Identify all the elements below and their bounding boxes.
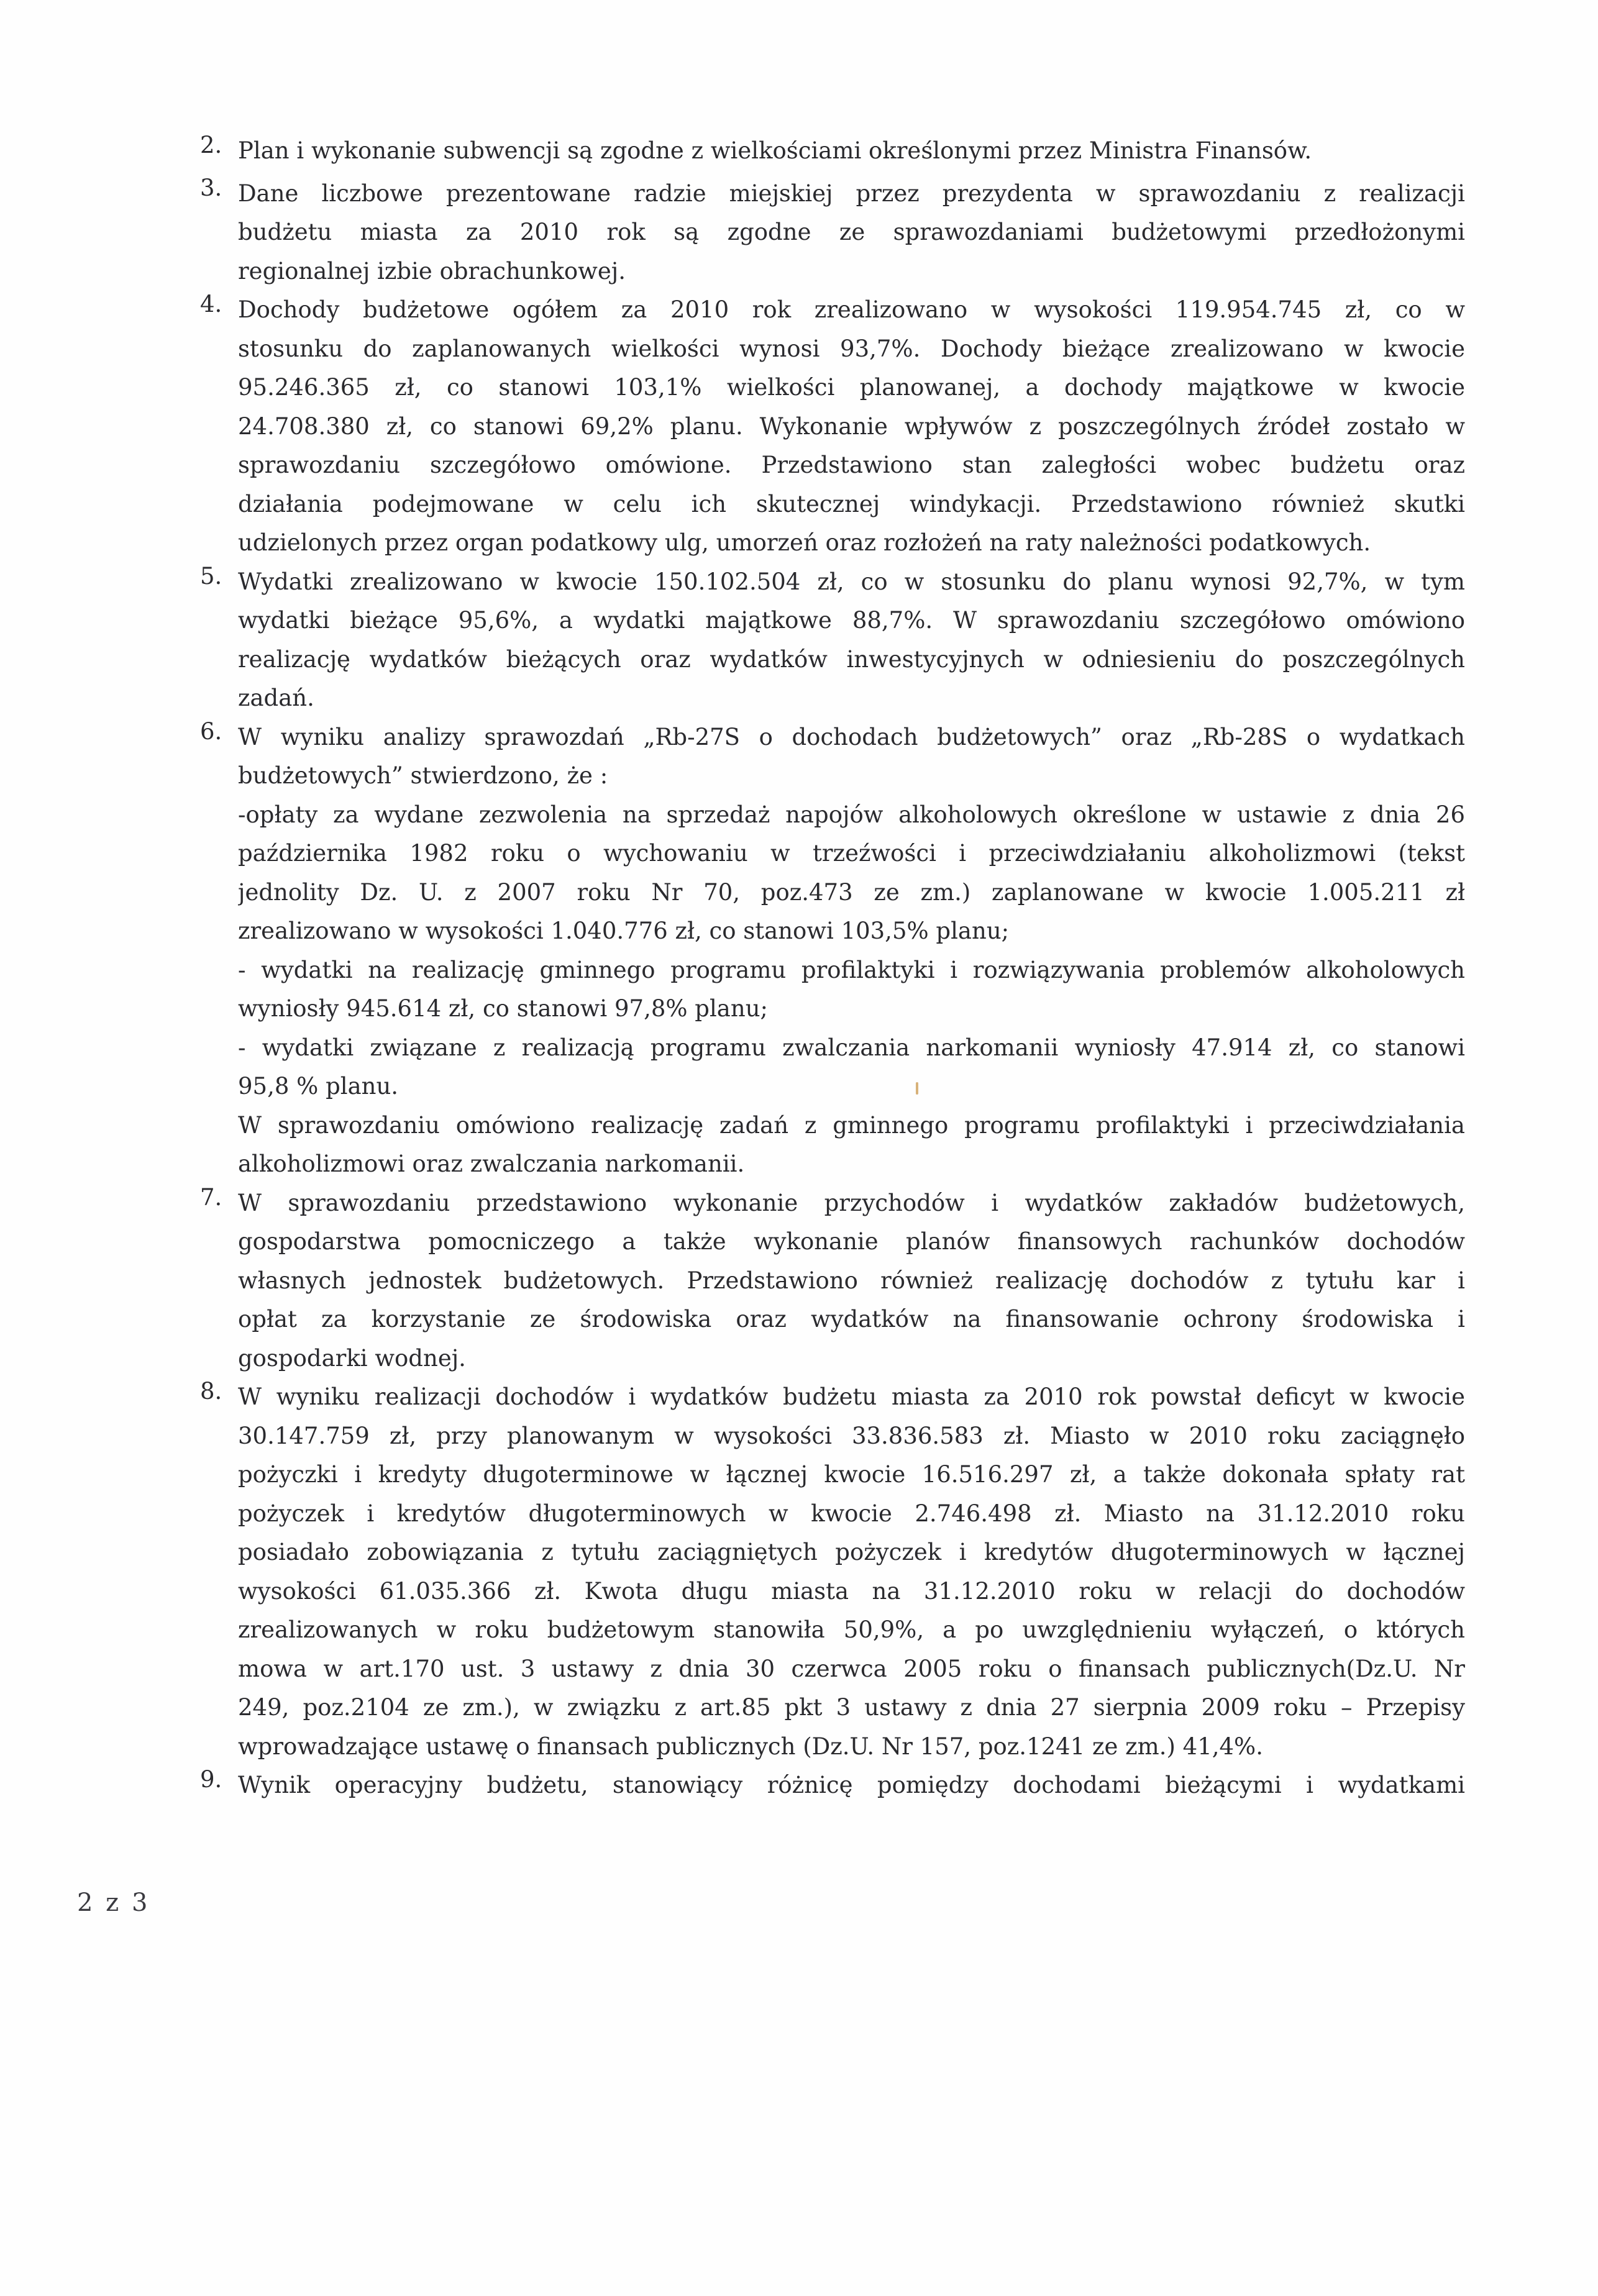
text-line: W sprawozdaniu przedstawiono wykonanie przychodów i wydatków zakładów budżetowych, — [238, 1189, 1465, 1216]
text-line: budżetu miasta za 2010 rok są zgodne ze sprawozdaniami budżetowymi przedłożonymi — [238, 219, 1465, 245]
text-line: Dochody budżetowe ogółem za 2010 rok zrealizowano w wysokości 119.954.745 zł, co w — [238, 296, 1465, 323]
item-number: 8. — [200, 1378, 222, 1405]
text-line: działania podejmowane w celu ich skutecznej windykacji. Przedstawiono również skutki — [238, 490, 1465, 517]
text-line: udzielonych przez organ podatkowy ulg, umorzeń oraz rozłożeń na raty należności podatkowych. — [238, 529, 1371, 556]
text-line: jednolity Dz. U. z 2007 roku Nr 70, poz.473 ze zm.) zaplanowane w kwocie 1.005.211 zł — [238, 878, 1465, 906]
text-line: regionalnej izbie obrachunkowej. — [238, 257, 626, 285]
text-line: Dane liczbowe prezentowane radzie miejskiej przez prezydenta w sprawozdaniu z realizacji — [238, 180, 1465, 207]
text-line: października 1982 roku o wychowaniu w trzeźwości i przeciwdziałaniu alkoholizmowi (tekst — [238, 840, 1465, 867]
text-line: budżetowych” stwierdzono, że : — [238, 762, 608, 789]
text-line: -opłaty za wydane zezwolenia na sprzedaż napojów alkoholowych określone w ustawie z dnia 26 — [238, 801, 1465, 828]
text-line: pożyczki i kredyty długoterminowe w łącznej kwocie 16.516.297 zł, a także dokonała spłaty rat — [238, 1461, 1465, 1488]
item-number: 6. — [200, 718, 222, 745]
item-number: 4. — [200, 291, 222, 317]
text-line: zrealizowano w wysokości 1.040.776 zł, co stanowi 103,5% planu; — [238, 918, 1010, 944]
text-line: 30.147.759 zł, przy planowanym w wysokości 33.836.583 zł. Miasto w 2010 roku zaciągnęło — [238, 1422, 1465, 1449]
text-line: 249, poz.2104 ze zm.), w związku z art.85 pkt 3 ustawy z dnia 27 sierpnia 2009 roku – Przepisy — [238, 1694, 1465, 1721]
numbered-item — [200, 563, 1465, 718]
text-line: wysokości 61.035.366 zł. Kwota długu miasta na 31.12.2010 roku w relacji do dochodów — [238, 1577, 1465, 1605]
text-line: wyniosły 945.614 zł, co stanowi 97,8% planu; — [238, 995, 768, 1022]
numbered-item — [200, 175, 1465, 291]
text-line: stosunku do zaplanowanych wielkości wynosi 93,7%. Dochody bieżące zrealizowano w kwocie — [238, 335, 1465, 362]
text-line: 24.708.380 zł, co stanowi 69,2% planu. Wykonanie wpływów z poszczególnych źródeł zostało w — [238, 412, 1465, 440]
text-line: zrealizowanych w roku budżetowym stanowiła 50,9%, a po uwzględnieniu wyłączeń, o których — [238, 1616, 1465, 1643]
text-line: - wydatki związane z realizacją programu zwalczania narkomanii wyniosły 47.914 zł, co stanowi — [238, 1034, 1465, 1061]
text-line: Plan i wykonanie subwencji są zgodne z wielkościami określonymi przez Ministra Finansów. — [238, 137, 1312, 164]
text-line: gospodarki wodnej. — [238, 1344, 466, 1372]
text-line: - wydatki na realizację gminnego programu profilaktyki i rozwiązywania problemów alkoholowych — [238, 956, 1465, 983]
text-line: alkoholizmowi oraz zwalczania narkomanii. — [238, 1150, 745, 1177]
item-number: 3. — [200, 174, 222, 201]
text-line: opłat za korzystanie ze środowiska oraz wydatków na finansowanie ochrony środowiska i — [238, 1306, 1465, 1332]
text-line: zadań. — [238, 685, 314, 711]
item-number: 9. — [200, 1766, 222, 1793]
numbered-item — [200, 1378, 1465, 1766]
text-line: 95,8 % planu. — [238, 1073, 399, 1100]
text-line: W wyniku realizacji dochodów i wydatków budżetu miasta za 2010 rok powstał deficyt w kwocie — [238, 1383, 1465, 1410]
text-line: wprowadzające ustawę o finansach publicznych (Dz.U. Nr 157, poz.1241 ze zm.) 41,4%. — [238, 1733, 1263, 1760]
numbered-item — [200, 291, 1465, 563]
text-line: posiadało zobowiązania z tytułu zaciągniętych pożyczek i kredytów długoterminowych w łącznej — [238, 1539, 1465, 1565]
numbered-item — [200, 718, 1465, 1184]
text-line: wydatki bieżące 95,6%, a wydatki majątkowe 88,7%. W sprawozdaniu szczegółowo omówiono — [238, 607, 1465, 634]
item-number: 5. — [200, 562, 222, 590]
text-line: Wynik operacyjny budżetu, stanowiący różnicę pomiędzy dochodami bieżącymi i wydatkami — [238, 1772, 1465, 1798]
item-number: 2. — [200, 132, 222, 158]
text-line: W wyniku analizy sprawozdań „Rb-27S o dochodach budżetowych” oraz „Rb-28S o wydatkach — [238, 723, 1465, 750]
page-indicator: 2 z 3 — [77, 1888, 150, 1917]
item-number: 7. — [200, 1183, 222, 1211]
scan-speck — [916, 1082, 918, 1095]
text-line: mowa w art.170 ust. 3 ustawy z dnia 30 czerwca 2005 roku o finansach publicznych(Dz.U. Nr — [238, 1655, 1465, 1682]
numbered-item — [200, 1766, 1465, 1805]
text-line: własnych jednostek budżetowych. Przedstawiono również realizację dochodów z tytułu kar i — [238, 1267, 1465, 1294]
numbered-item — [200, 1184, 1465, 1378]
text-line: W sprawozdaniu omówiono realizację zadań z gminnego programu profilaktyki i przeciwdziałania — [238, 1111, 1465, 1139]
text-line: gospodarstwa pomocniczego a także wykonanie planów finansowych rachunków dochodów — [238, 1228, 1465, 1255]
numbered-item — [200, 132, 1465, 171]
text-line: 95.246.365 zł, co stanowi 103,1% wielkości planowanej, a dochody majątkowe w kwocie — [238, 374, 1465, 401]
text-line: sprawozdaniu szczegółowo omówione. Przedstawiono stan zaległości wobec budżetu oraz — [238, 452, 1465, 478]
document-body — [200, 132, 1465, 1805]
text-line: Wydatki zrealizowano w kwocie 150.102.504 zł, co w stosunku do planu wynosi 92,7%, w tym — [238, 568, 1465, 595]
text-line: pożyczek i kredytów długoterminowych w kwocie 2.746.498 zł. Miasto na 31.12.2010 roku — [238, 1500, 1465, 1527]
text-line: realizację wydatków bieżących oraz wydatków inwestycyjnych w odniesieniu do poszczególnych — [238, 645, 1465, 673]
